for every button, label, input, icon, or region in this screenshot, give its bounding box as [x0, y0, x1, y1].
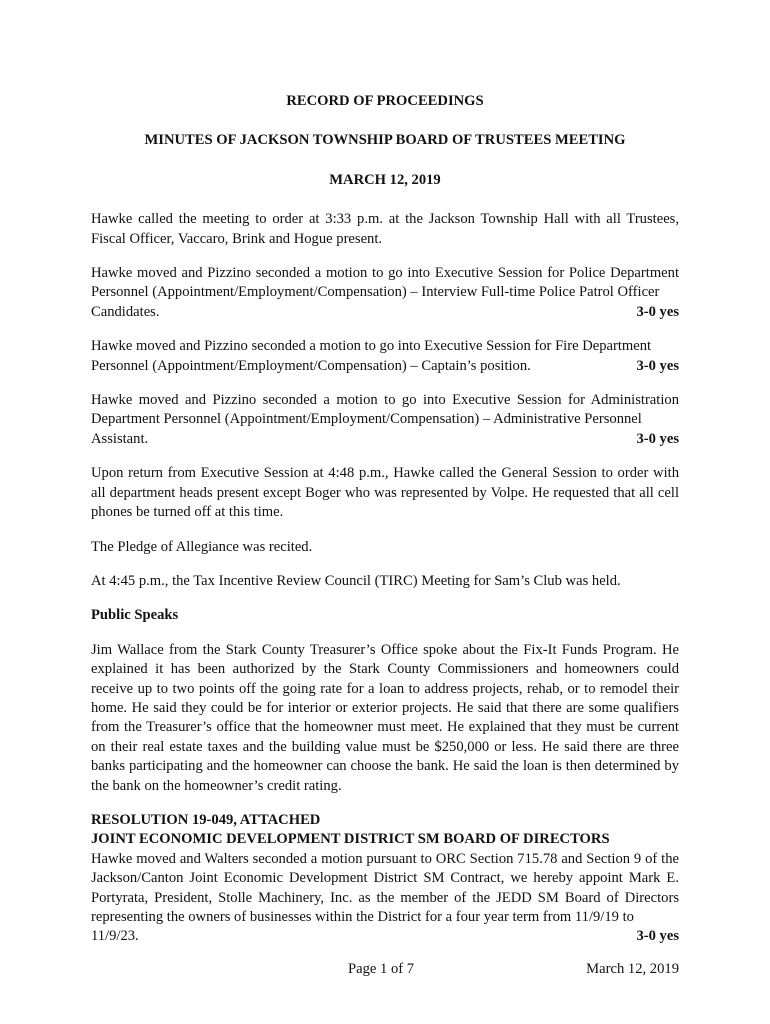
section-heading-public-speaks: Public Speaks	[91, 607, 179, 624]
paragraph-text-end: Assistant.	[91, 430, 149, 447]
paragraph-text: Hawke moved and Pizzino seconded a motion to go into Executive Session for Fire Department	[91, 338, 652, 355]
vote-result: 3-0 yes	[636, 928, 679, 945]
paragraph-general-session: Upon return from Executive Session at 4:48 p.m., Hawke called the General Session to order with all department heads present except Boger who was represented by Volpe. He requested that all cell phones be turned off at this time.	[91, 465, 679, 521]
paragraph-fire-session	[91, 337, 679, 376]
vote-line	[91, 430, 679, 449]
paragraph-text-end: 11/9/23.	[91, 928, 139, 945]
paragraph-public-speaks: Jim Wallace from the Stark County Treasurer’s Office spoke about the Fix-It Funds Program. He explained it has been authorized by the Stark County Commissioners and homeowners could receive up to two points off the going rate for a loan to address projects, rehab, or to remodel their home. He said they could be for interior or exterior projects. He said that there are some qualifiers from the Treasurer’s office that the homeowner must meet. He explained that they must be current on their real estate taxes and the building value must be $250,000 or less. He said there are three banks participating and the homeowner can choose the bank. He said the loan is then determined by the bank on the homeowner’s credit rating.	[91, 641, 679, 794]
vote-result: 3-0 yes	[636, 303, 679, 320]
paragraph-text: Hawke moved and Pizzino seconded a motion to go into Executive Session for Administration Department Personnel (Appointment/Employment/Compensation) – Administrative Personnel	[91, 392, 679, 428]
vote-result: 3-0 yes	[636, 357, 679, 374]
record-title: RECORD OF PROCEEDINGS	[286, 93, 484, 109]
paragraph-text: Hawke moved and Walters seconded a motion pursuant to ORC Section 715.78 and Section 9 of the Jackson/Canton Joint Economic Development District SM Contract, we hereby appoint Mark E. Portyrata, President, Stolle Machinery, Inc. as the member of the JEDD SM Board of Directors representing the owners of businesses within the District for a four year term from 11/9/19 to	[91, 850, 679, 925]
minutes-title: MINUTES OF JACKSON TOWNSHIP BOARD OF TRUSTEES MEETING	[144, 132, 626, 149]
vote-result: 3-0 yes	[636, 430, 679, 447]
page-footer	[91, 960, 679, 980]
page-number: Page 1 of 7	[348, 961, 415, 977]
document-body	[91, 92, 679, 962]
paragraph-text: Hawke moved and Pizzino seconded a motion to go into Executive Session for Police Department Personnel (Appointment/Employment/Compensation) – Interview Full-time Police Patrol Officer	[91, 265, 679, 301]
paragraph-pledge: The Pledge of Allegiance was recited.	[91, 538, 313, 555]
footer-date: March 12, 2019	[586, 961, 679, 977]
resolution-heading: RESOLUTION 19-049, ATTACHED	[91, 811, 321, 828]
paragraph-text-end: Personnel (Appointment/Employment/Compensation) – Captain’s position.	[91, 357, 531, 374]
meeting-date: MARCH 12, 2019	[329, 171, 441, 188]
paragraph-text-end: Candidates.	[91, 303, 160, 320]
paragraph-resolution	[91, 850, 679, 947]
resolution-subheading: JOINT ECONOMIC DEVELOPMENT DISTRICT SM BOARD OF DIRECTORS	[91, 831, 610, 848]
vote-line	[91, 357, 679, 376]
paragraph-call-to-order: Hawke called the meeting to order at 3:33 p.m. at the Jackson Township Hall with all Trustees, Fiscal Officer, Vaccaro, Brink and Hogue present.	[91, 211, 679, 247]
vote-line	[91, 927, 679, 946]
paragraph-admin-session	[91, 391, 679, 449]
paragraph-tirc: At 4:45 p.m., the Tax Incentive Review Council (TIRC) Meeting for Sam’s Club was held.	[91, 572, 621, 589]
vote-line	[91, 303, 679, 322]
paragraph-police-session	[91, 264, 679, 322]
